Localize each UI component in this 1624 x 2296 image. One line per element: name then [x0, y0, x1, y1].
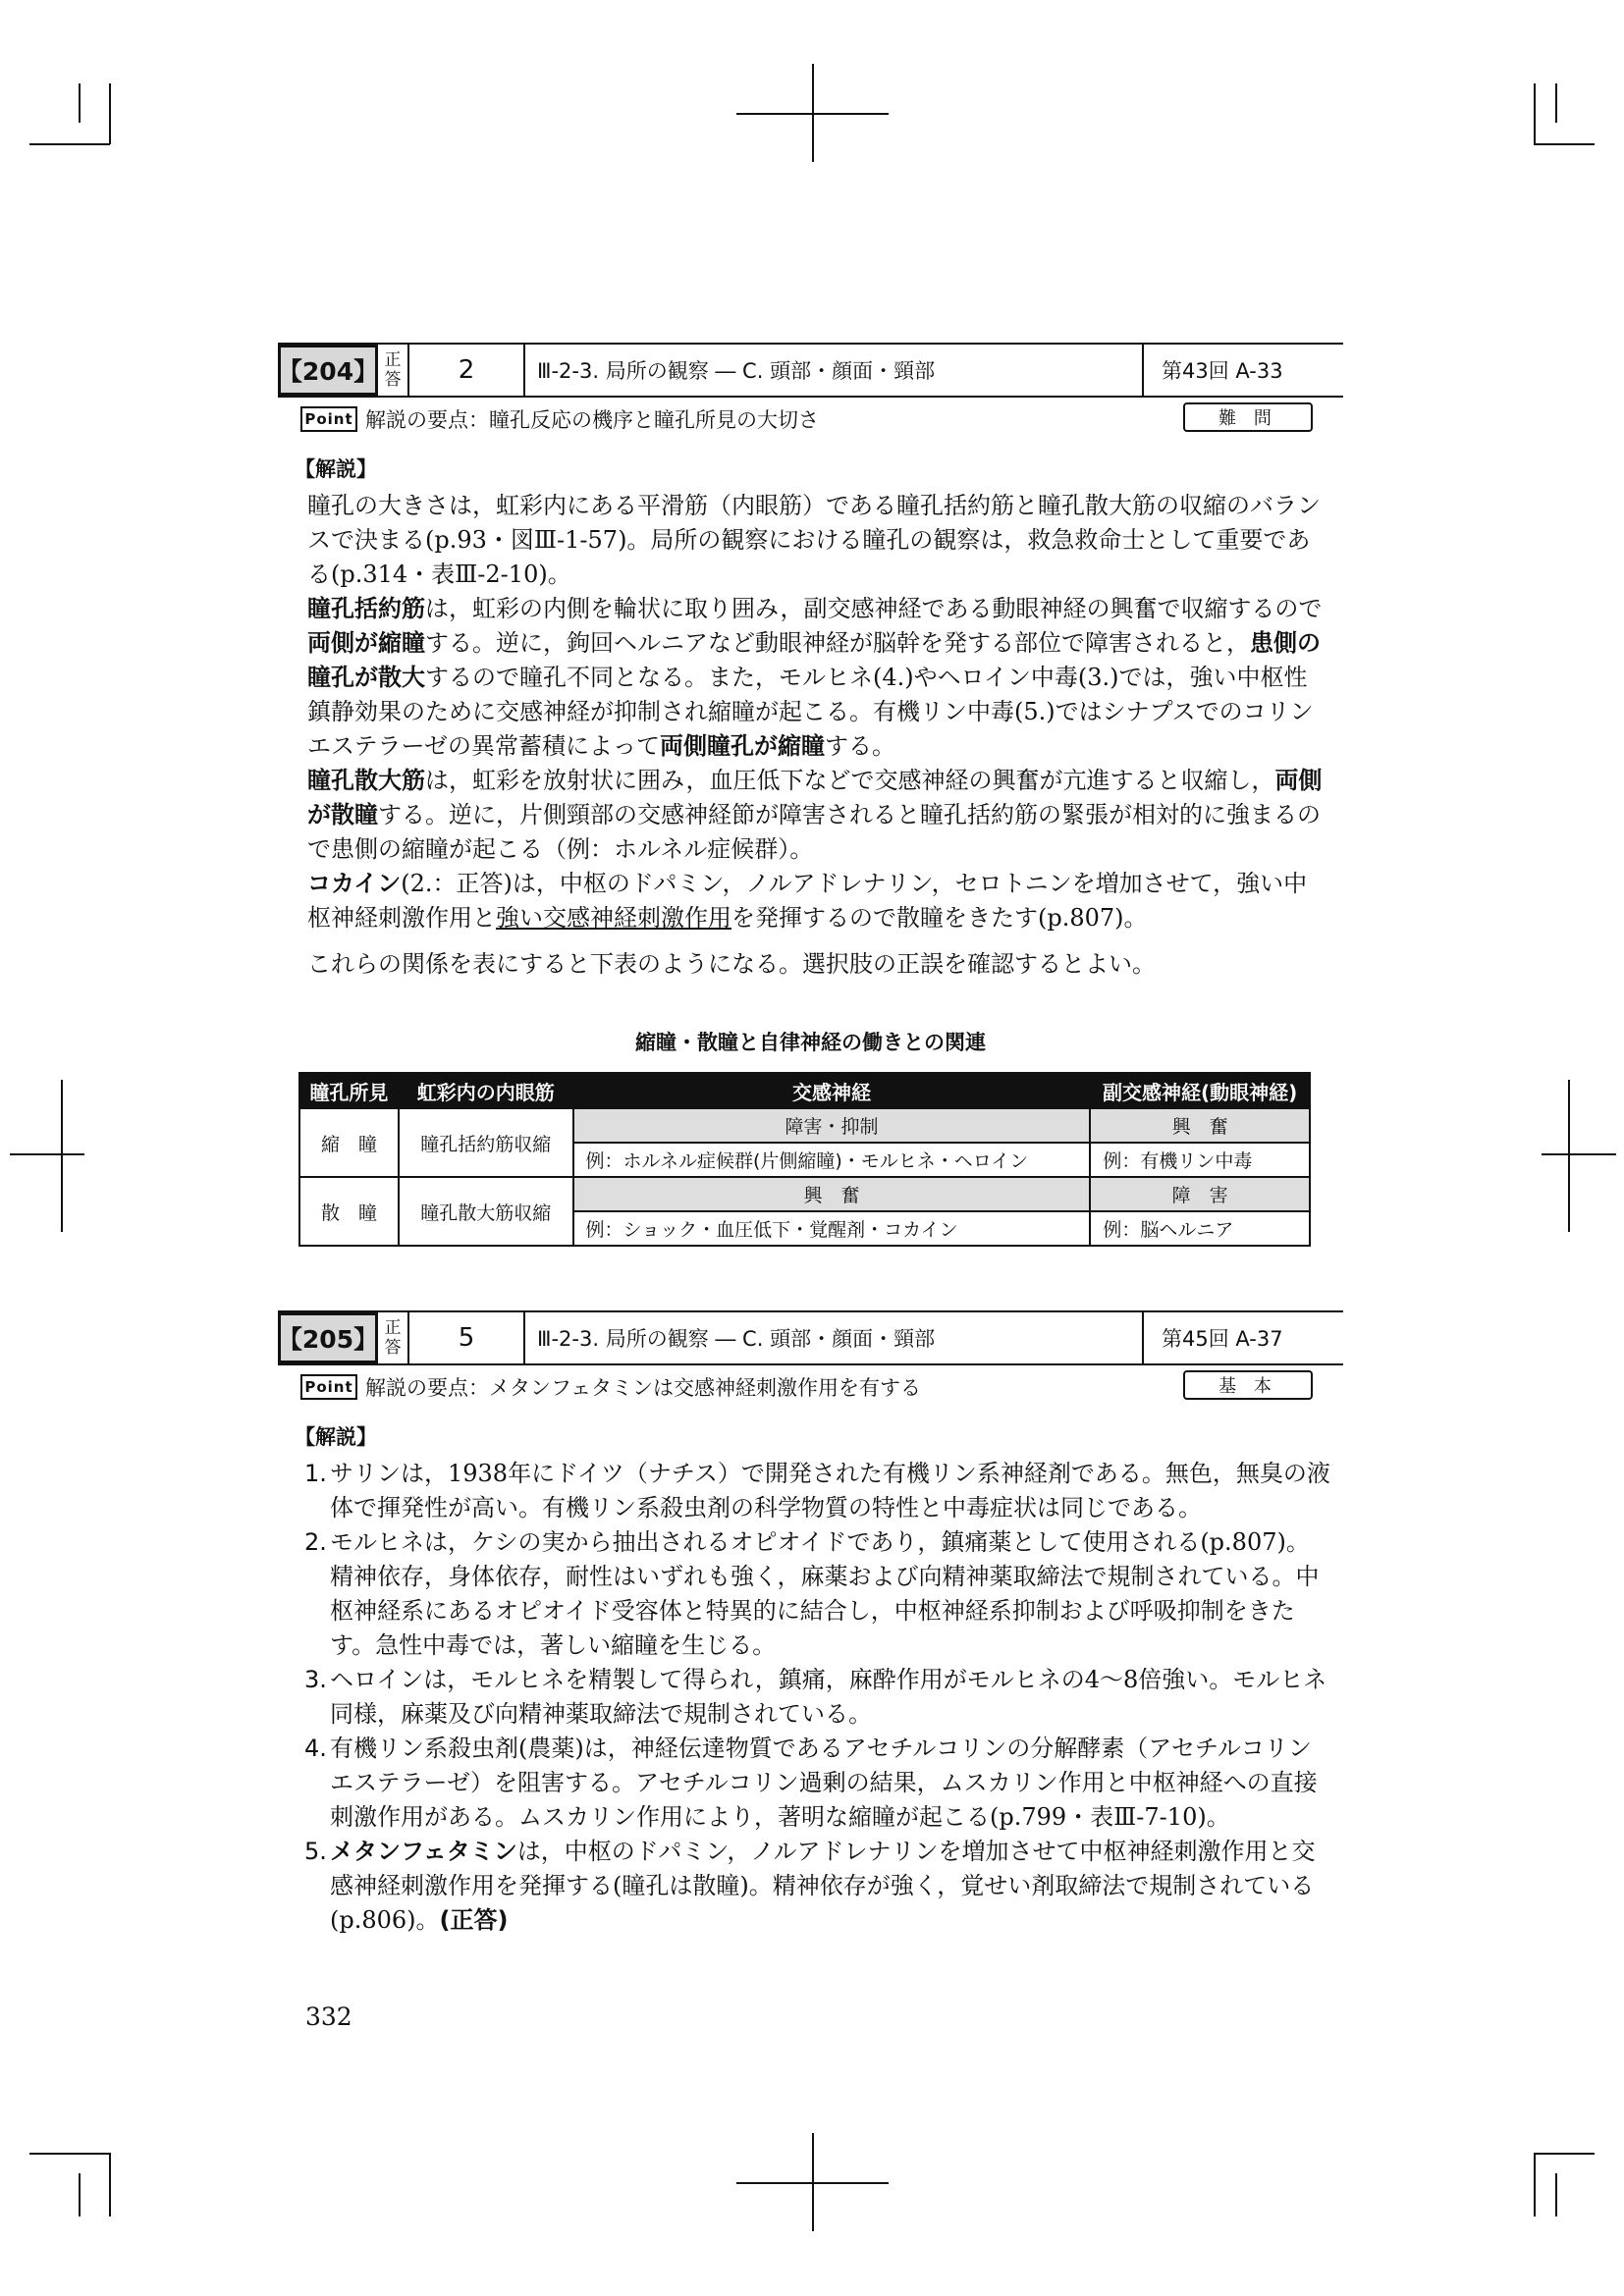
answer-value: 2	[409, 345, 525, 396]
item-text: モルヒネは，ケシの実から抽出されるオピオイドであり，鎮痛薬として使用される(p.807)。精神依存，身体依存，耐性はいずれも強く，麻薬および向精神薬取締法で規制されている。中枢神経系にあるオピオイド受容体と特異的に結合し，中枢神経系抑制および呼吸抑制をきたす。急性中毒では，著しい縮瞳を生じる。	[330, 1528, 1320, 1659]
item-number: 1.	[304, 1460, 327, 1487]
table-caption: 縮瞳・散瞳と自律神経の働きとの関連	[635, 1031, 986, 1054]
point-icon: Point	[300, 406, 357, 432]
table-cell: 障害・抑制	[573, 1108, 1091, 1143]
pupil-autonomic-table	[298, 1072, 1311, 1247]
crop-mark	[812, 64, 814, 162]
crop-mark	[109, 83, 111, 144]
list-item	[304, 1835, 1330, 1938]
paragraph: 瞳孔の大きさは，虹彩内にある平滑筋（内眼筋）である瞳孔括約筋と瞳孔散大筋の収縮のバランスで決まる(p.93・図Ⅲ-1-57)。局所の観察における瞳孔の観察は，救急救命士として重要である(p.314・表Ⅲ-2-10)。	[307, 492, 1321, 588]
table-cell: 例：有機リン中毒	[1090, 1143, 1310, 1177]
crop-mark	[1555, 83, 1557, 123]
crop-mark	[1534, 143, 1595, 145]
crop-mark	[61, 1080, 63, 1232]
kaisetsu-heading: 【解説】	[295, 457, 377, 481]
crop-mark	[79, 83, 81, 123]
table-row	[299, 1108, 1310, 1143]
question-header-204	[278, 343, 1343, 398]
point-text: 解説の要点：瞳孔反応の機序と瞳孔所見の大切さ	[365, 408, 819, 432]
table-cell: 興 奮	[1090, 1108, 1310, 1143]
table-cell: 興 奮	[573, 1177, 1091, 1211]
point-line-205	[300, 1372, 921, 1402]
exam-reference: 第45回 A-37	[1162, 1327, 1283, 1351]
kaisetsu-heading: 【解説】	[295, 1425, 377, 1449]
crop-mark	[10, 1153, 84, 1155]
page-number: 332	[305, 2002, 352, 2031]
item-number: 2.	[304, 1528, 327, 1556]
exam-reference: 第43回 A-33	[1162, 359, 1283, 383]
list-item	[304, 1457, 1330, 1525]
crop-mark	[1555, 2173, 1557, 2216]
paragraph: 瞳孔括約筋は，虹彩の内側を輪状に取り囲み，副交感神経である動眼神経の興奮で収縮するので両側が縮瞳する。逆に，鉤回ヘルニアなど動眼神経が脳幹を発する部位で障害されると，患側の瞳孔が散大するので瞳孔不同となる。また，モルヒネ(4.)やヘロイン中毒(3.)では，強い中枢性鎮静効果のために交感神経が抑制され縮瞳が起こる。有機リン中毒(5.)ではシナプスでのコリンエステラーゼの異常蓄積によって両側瞳孔が縮瞳する。	[307, 595, 1323, 760]
crop-mark	[79, 2173, 81, 2216]
list-item	[304, 1732, 1330, 1835]
item-text: メタンフェタミンは，中枢のドパミン，ノルアドレナリンを増加させて中枢神経刺激作用と交感神経刺激作用を発揮する(瞳孔は散瞳)。精神依存が強く，覚せい剤取締法で規制されている(p.806)。(正答)	[330, 1838, 1316, 1934]
answer-label	[378, 345, 409, 396]
point-text: 解説の要点：メタンフェタミンは交感神経刺激作用を有する	[365, 1376, 921, 1400]
table-cell: 縮 瞳	[299, 1108, 399, 1177]
subject-classification: Ⅲ-2-3. 局所の観察 ― C. 頭部・顔面・頸部	[525, 345, 1144, 396]
table-cell: 散 瞳	[299, 1177, 399, 1246]
answer-label-bottom: 答	[384, 1338, 402, 1358]
paragraph: コカイン(2.：正答)は，中枢のドパミン，ノルアドレナリン，セロトニンを増加させて，強い中枢神経刺激作用と強い交感神経刺激作用を発揮するので散瞳をきたす(p.807)。	[307, 870, 1308, 932]
crop-mark	[29, 2153, 110, 2155]
point-line-204	[300, 404, 819, 434]
crop-mark	[1534, 83, 1536, 144]
explanation-204	[307, 489, 1328, 982]
crop-mark	[29, 143, 110, 145]
item-text: サリンは，1938年にドイツ（ナチス）で開発された有機リン系神経剤である。無色，無臭の液体で揮発性が高い。有機リン系殺虫剤の科学物質の特性と中毒症状は同じである。	[330, 1460, 1330, 1522]
table-cell: 例：ホルネル症候群(片側縮瞳)・モルヒネ・ヘロイン	[573, 1143, 1091, 1177]
column-header: 瞳孔所見	[299, 1073, 399, 1108]
table-cell: 瞳孔括約筋収縮	[399, 1108, 573, 1177]
explanation-205	[304, 1457, 1330, 1938]
crop-mark	[812, 2133, 814, 2231]
crop-mark	[109, 2153, 111, 2216]
list-item	[304, 1525, 1330, 1663]
difficulty-badge: 難 問	[1183, 402, 1313, 432]
list-item	[304, 1663, 1330, 1732]
question-header-205	[278, 1310, 1343, 1365]
item-text: 有機リン系殺虫剤(農薬)は，神経伝達物質であるアセチルコリンの分解酵素（アセチルコリンエステラーゼ）を阻害する。アセチルコリン過剰の結果，ムスカリン作用と中枢神経への直接刺激作用がある。ムスカリン作用により，著明な縮瞳が起こる(p.799・表Ⅲ-7-10)。	[330, 1735, 1318, 1831]
question-number: 【204】	[278, 345, 378, 396]
answer-value: 5	[409, 1312, 525, 1363]
table-cell: 障 害	[1090, 1177, 1310, 1211]
crop-mark	[1534, 2153, 1536, 2216]
table-header-row	[299, 1073, 1310, 1108]
table-cell: 瞳孔散大筋収縮	[399, 1177, 573, 1246]
item-number: 3.	[304, 1666, 327, 1693]
column-header: 虹彩内の内眼筋	[399, 1073, 573, 1108]
table-cell: 例：脳ヘルニア	[1090, 1211, 1310, 1246]
answer-label-bottom: 答	[384, 370, 402, 390]
paragraph: これらの関係を表にすると下表のようになる。選択肢の正誤を確認するとよい。	[307, 950, 1156, 978]
paragraph: 瞳孔散大筋は，虹彩を放射状に囲み，血圧低下などで交感神経の興奮が亢進すると収縮し，両側が散瞳する。逆に，片側頸部の交感神経節が障害されると瞳孔括約筋の緊張が相対的に強まるので患側の縮瞳が起こる（例：ホルネル症候群）。	[307, 767, 1323, 863]
item-text: ヘロインは，モルヒネを精製して得られ，鎮痛，麻酔作用がモルヒネの4～8倍強い。モルヒネ同様，麻薬及び向精神薬取締法で規制されている。	[330, 1666, 1327, 1728]
answer-label-top: 正	[384, 350, 402, 370]
answer-label-top: 正	[384, 1318, 402, 1338]
answer-label	[378, 1312, 409, 1363]
question-number: 【205】	[278, 1312, 378, 1363]
column-header: 副交感神経(動眼神経)	[1090, 1073, 1310, 1108]
column-header: 交感神経	[573, 1073, 1091, 1108]
crop-mark	[1534, 2153, 1595, 2155]
difficulty-badge: 基 本	[1183, 1370, 1313, 1400]
table-cell: 例：ショック・血圧低下・覚醒剤・コカイン	[573, 1211, 1091, 1246]
point-icon: Point	[300, 1374, 357, 1400]
crop-mark	[1542, 1153, 1616, 1155]
table-row	[299, 1177, 1310, 1211]
item-number: 4.	[304, 1735, 327, 1762]
subject-classification: Ⅲ-2-3. 局所の観察 ― C. 頭部・顔面・頸部	[525, 1312, 1144, 1363]
crop-mark	[1568, 1080, 1570, 1232]
item-number: 5.	[304, 1838, 327, 1865]
